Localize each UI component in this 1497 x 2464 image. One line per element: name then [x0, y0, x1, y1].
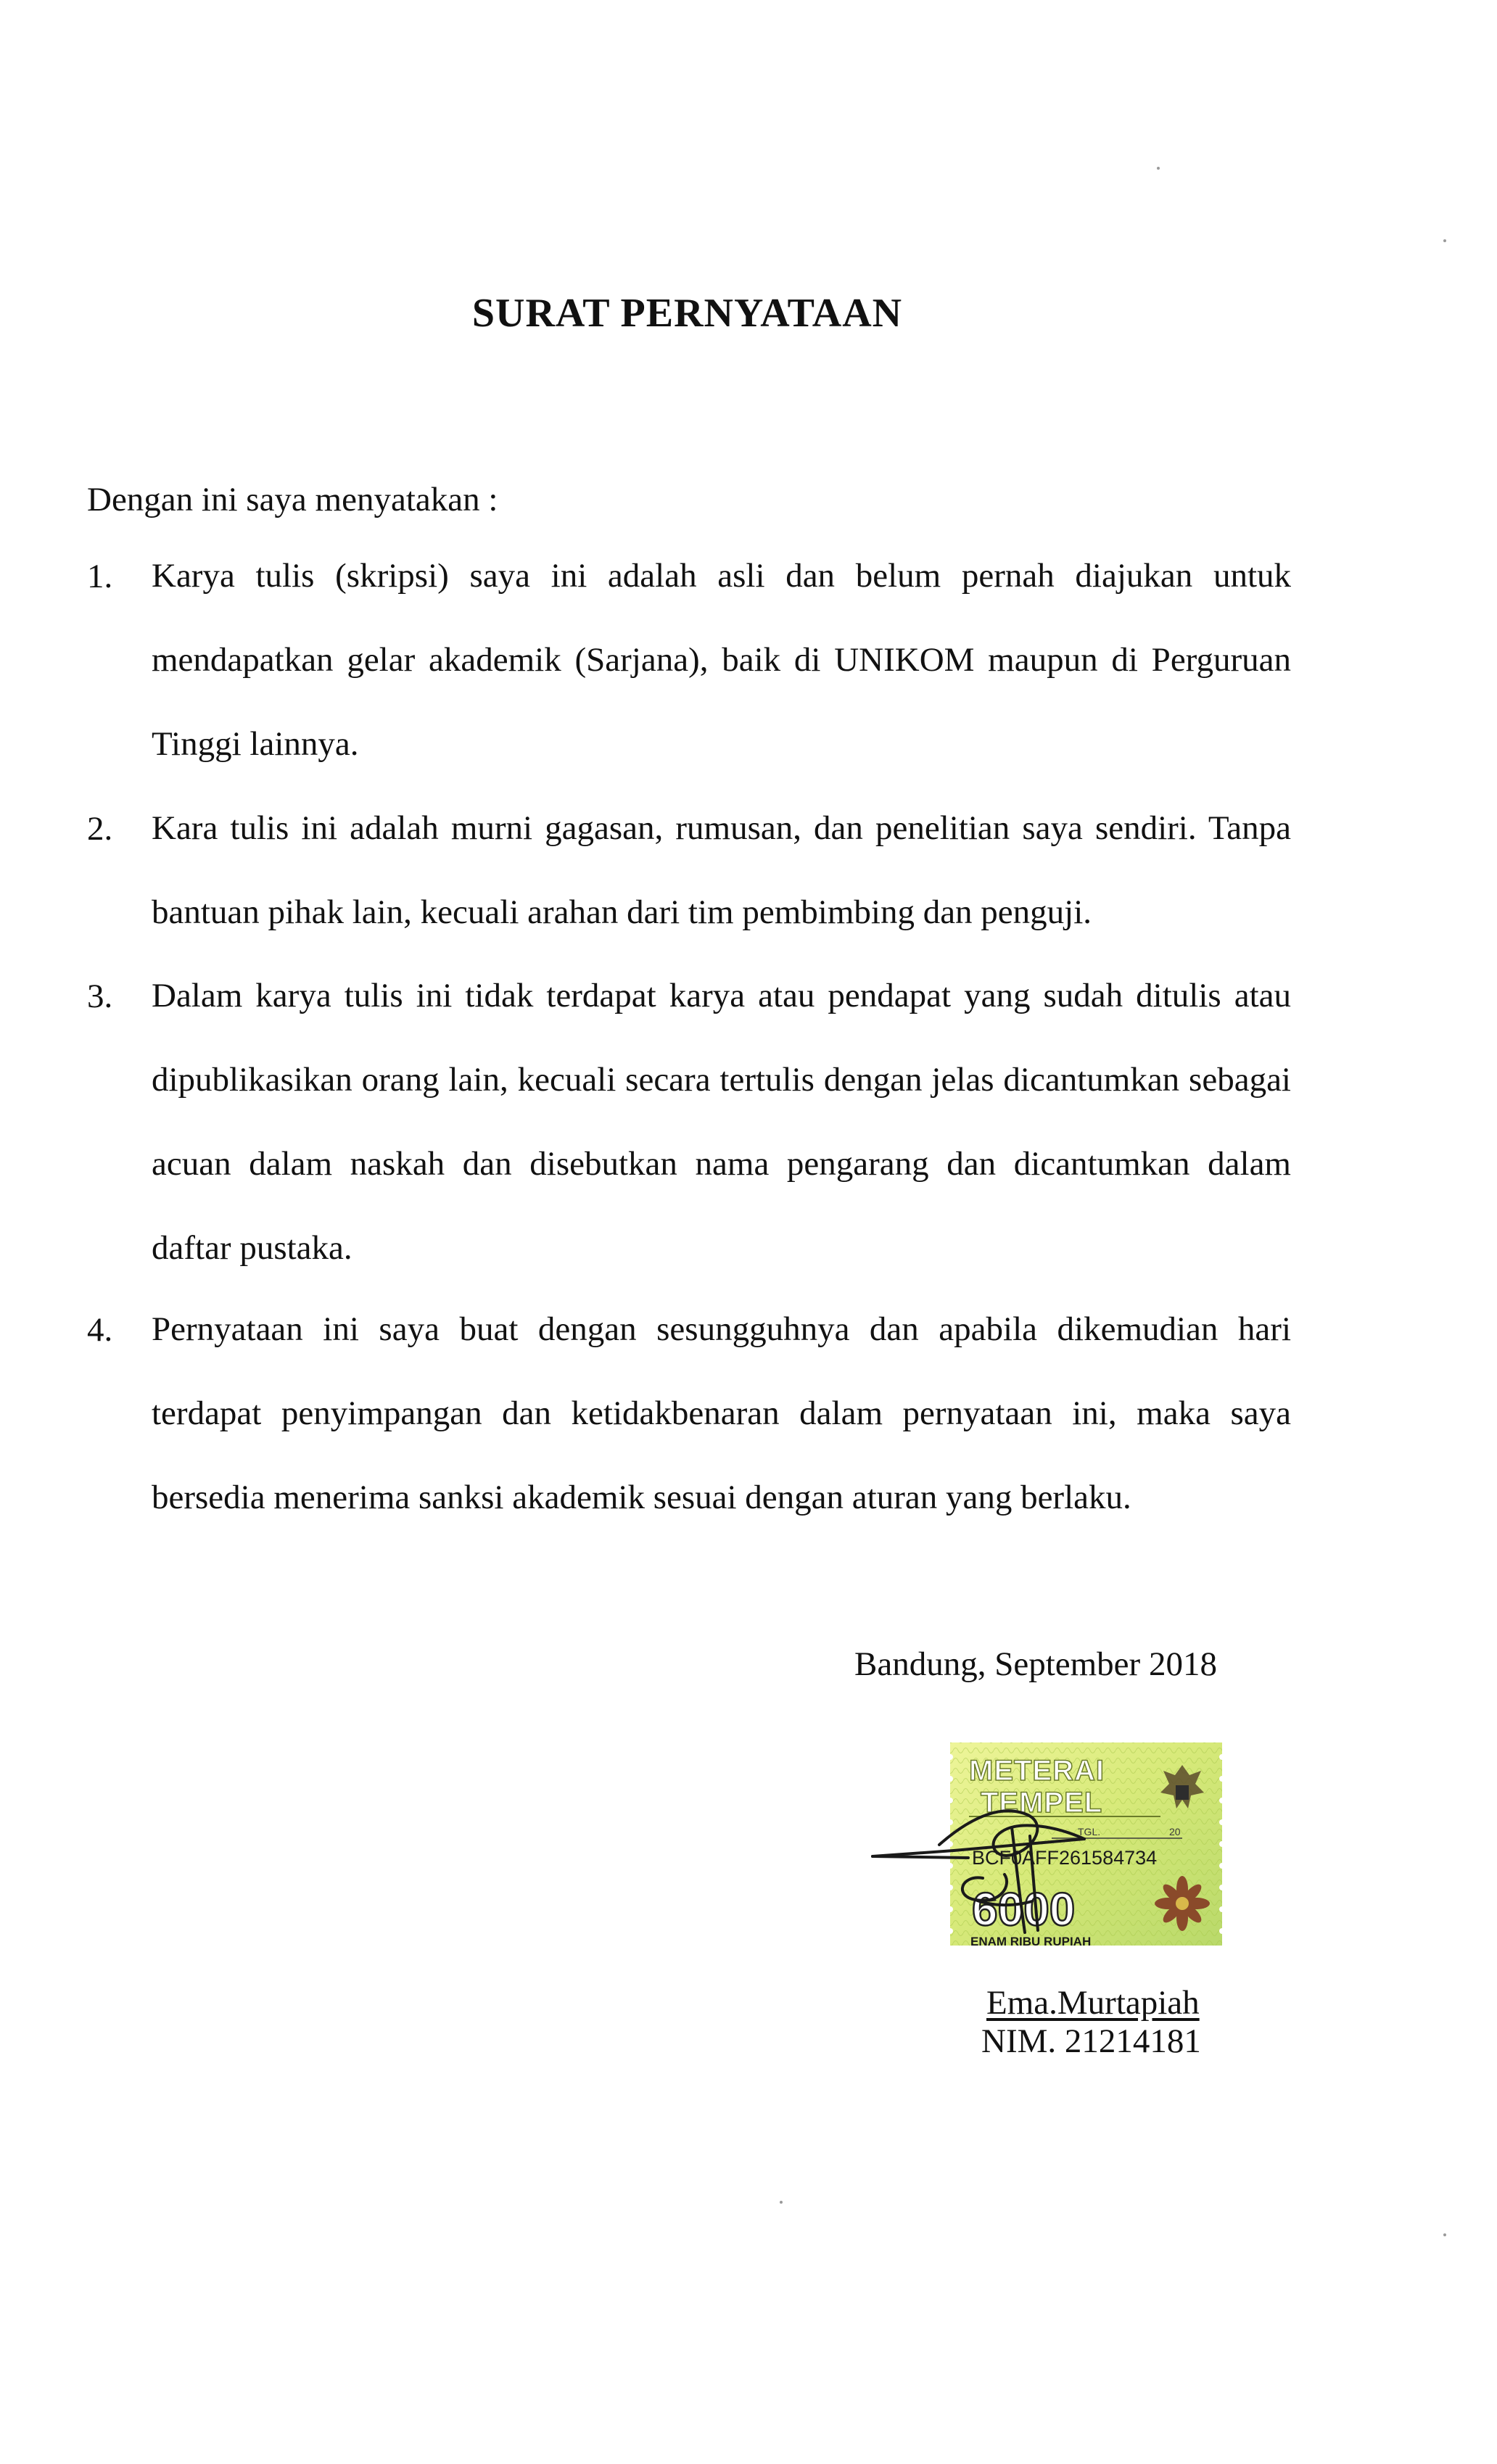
stamp-year-label: 20 [1169, 1826, 1181, 1837]
statement-number: 2. [87, 810, 113, 848]
document-title: SURAT PERNYATAAN [471, 291, 903, 336]
statement-text: Kara tulis ini adalah murni gagasan, rumusan, dan penelitian saya sendiri. Tanpa bantuan pihak lain, kecuali arahan dari tim pembimbing dan penguji. [152, 809, 1291, 931]
stamp-value: 6000 [972, 1883, 1076, 1935]
signer-nim: NIM. 21214181 [981, 2022, 1201, 2060]
statement-number: 4. [87, 1311, 113, 1349]
scan-speck [780, 2201, 783, 2204]
stamp-value-words: ENAM RIBU RUPIAH [970, 1935, 1092, 1948]
stamp-line1: METERAI [969, 1755, 1105, 1787]
scan-speck [1157, 167, 1160, 170]
intro-text: Dengan ini saya menyatakan : [87, 481, 498, 518]
statement-text: Dalam karya tulis ini tidak terdapat karya atau pendapat yang sudah ditulis atau dipublikasikan orang lain, kecuali secara tertulis dengan jelas dicantumkan sebagai acuan dalam naskah dan disebutkan nama pengarang dan dicantumkan dalam daftar pustaka. [152, 977, 1291, 1267]
stamp-serial: BCF0AFF261584734 [972, 1847, 1158, 1869]
statement-text: Pernyataan ini saya buat dengan sesungguhnya dan apabila dikemudian hari terdapat penyimpangan dan ketidakbenaran dalam pernyataan ini, maka saya bersedia menerima sanksi akademik sesuai dengan aturan yang berlaku. [152, 1310, 1291, 1516]
statement-number: 3. [87, 977, 113, 1015]
stamp-line2: TEMPEL [981, 1787, 1103, 1819]
handwritten-signature [867, 1769, 1106, 1943]
place-date: Bandung, September 2018 [854, 1645, 1217, 1683]
statement-number: 1. [87, 558, 113, 595]
signer-name: Ema.Murtapiah [986, 1984, 1200, 2022]
scan-speck [1443, 239, 1446, 242]
statement-text: Karya tulis (skripsi) saya ini adalah asli dan belum pernah diajukan untuk mendapatkan gelar akademik (Sarjana), baik di UNIKOM maupun di Perguruan Tinggi lainnya. [152, 557, 1291, 763]
stamp-tgl-label: TGL. [1078, 1826, 1101, 1837]
scan-speck [1443, 2233, 1446, 2236]
